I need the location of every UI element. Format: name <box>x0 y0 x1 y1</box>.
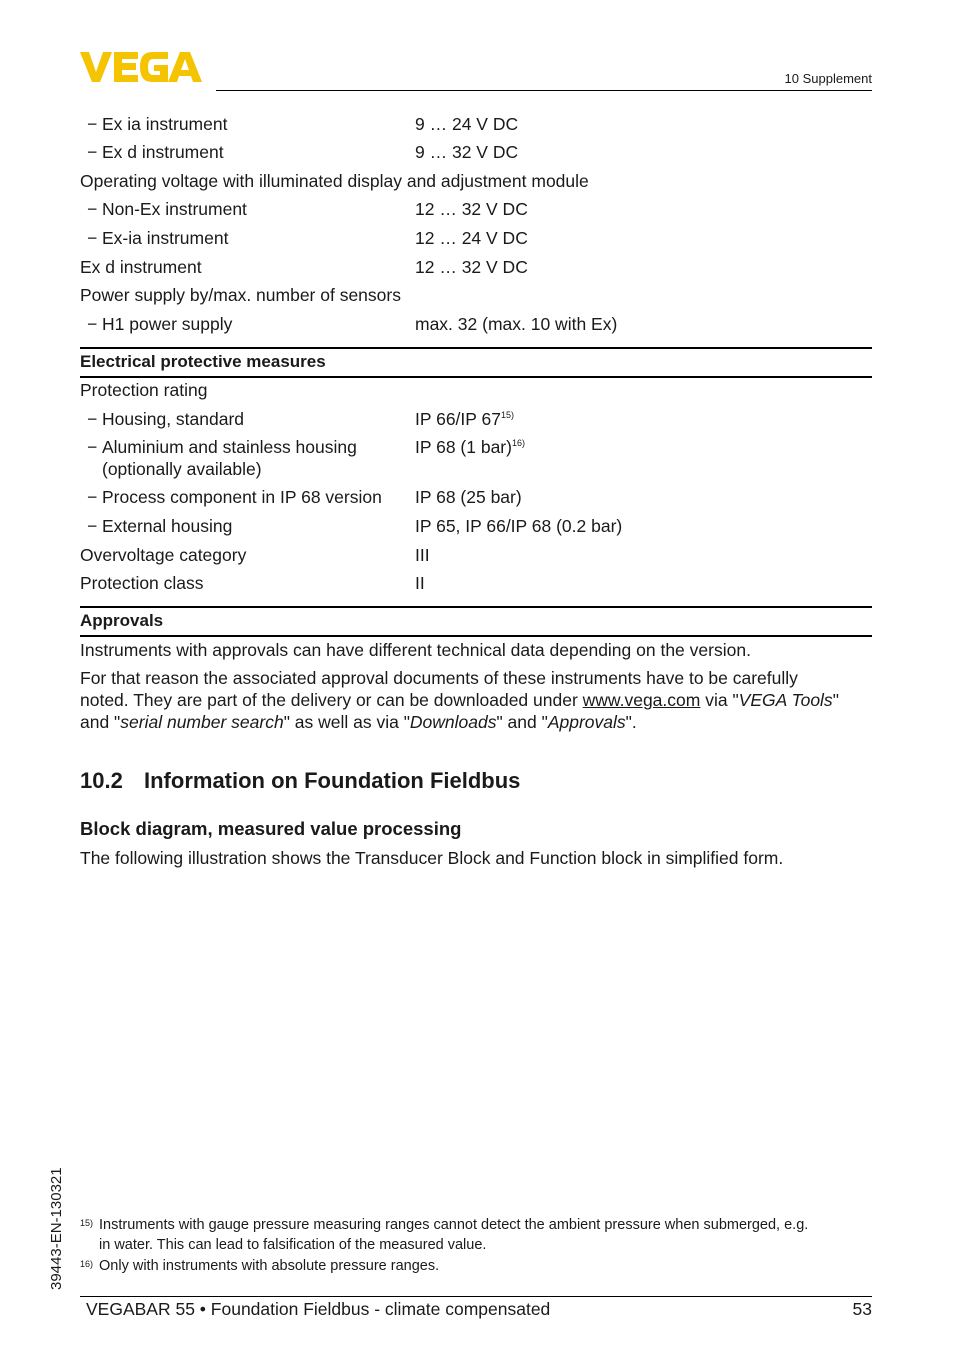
illuminated-heading: Operating voltage with illuminated display and adjustment module <box>80 171 589 191</box>
text-run: " as well as via " <box>283 712 410 732</box>
text-run: " and " <box>496 712 548 732</box>
spec-label: Ex d instrument <box>80 257 202 277</box>
spec-value: IP 65, IP 66/IP 68 (0.2 bar) <box>415 516 623 536</box>
sensors-heading: Power supply by/max. number of sensors <box>80 285 401 305</box>
section-heading <box>80 768 520 794</box>
page-number: 53 <box>852 1299 872 1319</box>
spec-label: Ex ia instrument <box>102 114 228 134</box>
spec-value: IP 68 (25 bar) <box>415 487 522 507</box>
section-rule <box>80 635 872 637</box>
footnote-ref: 15) <box>500 410 514 421</box>
spec-label: Protection class <box>80 573 204 593</box>
text-run: ". <box>625 712 637 732</box>
spec-label-cont: (optionally available) <box>102 459 262 479</box>
vega-logo <box>80 50 212 84</box>
spec-label: Housing, standard <box>102 409 245 429</box>
footer-rule <box>80 1296 872 1297</box>
text-run-italic: VEGA Tools <box>738 690 833 710</box>
spec-label: Process component in IP 68 version <box>102 487 382 507</box>
section-number: 10.2 <box>80 768 123 793</box>
spec-value: II <box>415 573 425 593</box>
footnote-mark: 15) <box>80 1218 94 1228</box>
approvals-heading: Approvals <box>80 611 164 630</box>
spec-value: max. 32 (max. 10 with Ex) <box>415 314 618 334</box>
footnote-mark: 16) <box>80 1259 94 1269</box>
spec-value: 12 … 32 V DC <box>415 199 528 219</box>
text-run-italic: Approvals <box>547 712 626 732</box>
spec-label: H1 power supply <box>102 314 233 334</box>
spec-label: External housing <box>102 516 233 536</box>
subsection-heading: Block diagram, measured value processing <box>80 818 462 839</box>
document-code: 39443-EN-130321 <box>48 1167 65 1290</box>
text-run: noted. They are part of the delivery or can be downloaded under <box>80 690 583 710</box>
vega-website-link[interactable]: www.vega.com <box>582 690 701 710</box>
section-rule <box>80 606 872 608</box>
header-rule <box>216 90 872 91</box>
protection-rating-heading: Protection rating <box>80 380 208 400</box>
spec-value: IP 66/IP 67 <box>415 409 501 429</box>
spec-label: Non-Ex instrument <box>102 199 247 219</box>
text-run: and " <box>80 712 121 732</box>
footnote-text: Instruments with gauge pressure measuring ranges cannot detect the ambient pressure when submerged, e.g. <box>99 1217 809 1233</box>
section-rule <box>80 376 872 378</box>
spec-label: Ex-ia instrument <box>102 228 229 248</box>
spec-value: 12 … 32 V DC <box>415 257 528 277</box>
spec-value: 9 … 24 V DC <box>415 114 519 134</box>
spec-value: III <box>415 545 430 565</box>
approvals-paragraph-2-line-2 <box>80 689 872 711</box>
text-run-italic: Downloads <box>409 712 497 732</box>
spec-row: − Aluminium and stainless housing (optionally available) IP 68 (1 bar)$^{16)}$ <box>87 437 525 479</box>
spec-value: 12 … 24 V DC <box>415 228 528 248</box>
section-rule <box>80 347 872 349</box>
approvals-paragraph-2-line-3 <box>80 711 872 733</box>
spec-label: Aluminium and stainless housing <box>102 437 357 457</box>
approvals-paragraph-2-line-1: For that reason the associated approval documents of these instruments have to be carefully <box>80 668 798 688</box>
spec-label: Ex d instrument <box>102 142 224 162</box>
spec-value: IP 68 (1 bar) <box>415 437 512 457</box>
footnote-ref: 16) <box>511 438 525 449</box>
spec-value: 9 … 32 V DC <box>415 142 519 162</box>
footnote-text-cont: in water. This can lead to falsification of the measured value. <box>99 1237 487 1253</box>
text-run: via " <box>700 690 739 710</box>
text-run: " <box>832 690 839 710</box>
header-section-label: 10 Supplement <box>784 71 872 86</box>
footnote-text: Only with instruments with absolute pressure ranges. <box>99 1258 440 1274</box>
approvals-paragraph-2 <box>80 667 872 733</box>
footer-title: VEGABAR 55 • Foundation Fieldbus - climate compensated <box>86 1299 551 1319</box>
electrical-heading: Electrical protective measures <box>80 352 326 371</box>
spec-label: Overvoltage category <box>80 545 247 565</box>
section-title: Information on Foundation Fieldbus <box>144 768 521 793</box>
approvals-paragraph-1: Instruments with approvals can have different technical data depending on the version. <box>80 640 751 660</box>
text-run-italic: serial number search <box>120 712 284 732</box>
section-text: The following illustration shows the Transducer Block and Function block in simplified form. <box>80 848 784 868</box>
